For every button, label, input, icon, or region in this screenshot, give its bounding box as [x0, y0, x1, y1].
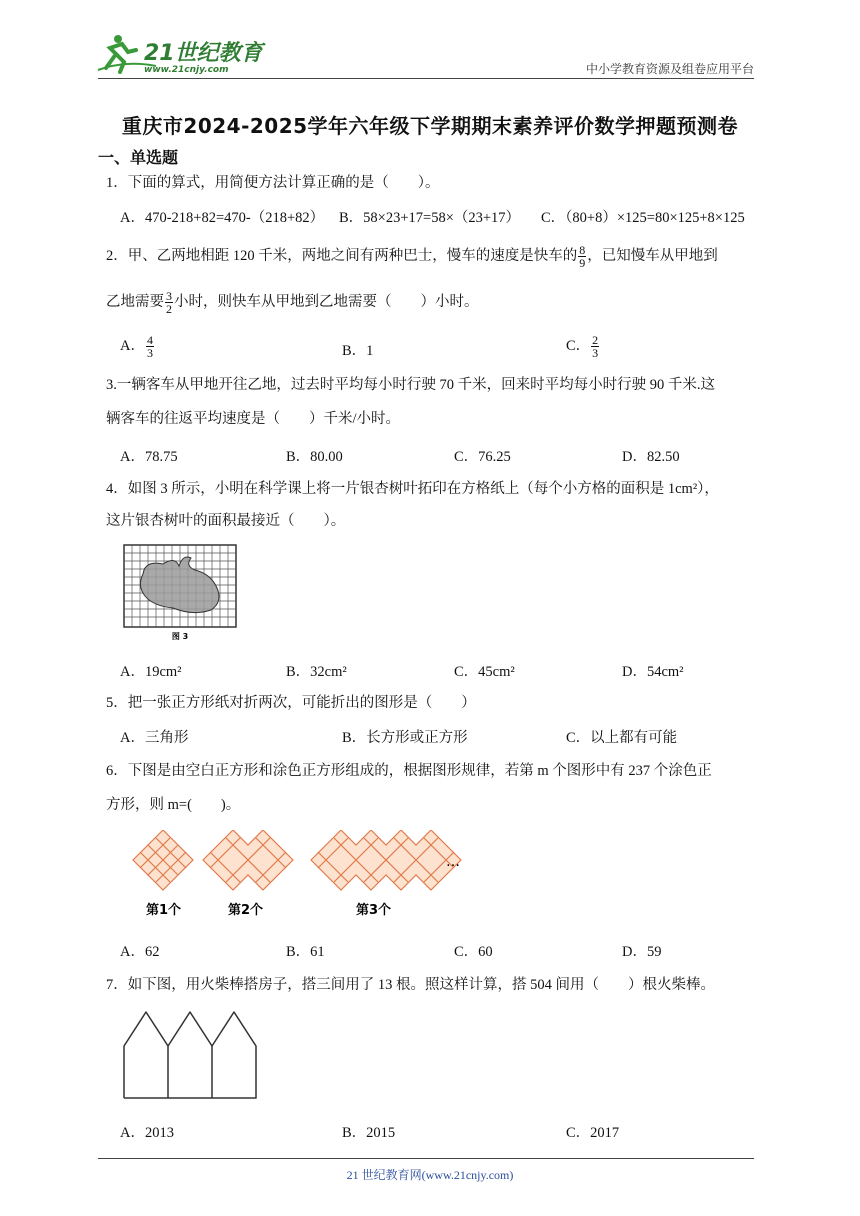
frac-numerator: 3	[166, 289, 172, 303]
q4-option-a: A．19cm²	[120, 664, 182, 680]
q2-text-d: 小时，则快车从甲地到乙地需要（ ）小时。	[174, 293, 479, 310]
q3-option-d: D．82.50	[622, 449, 680, 465]
question-2-line-2	[106, 290, 479, 315]
question-6-line-1: 6．下图是由空白正方形和涂色正方形组成的，根据图形规律，若第 m 个图形中有 237 个涂色正	[106, 763, 712, 779]
question-5-stem: 5．把一张正方形纸对折两次，可能折出的图形是（ ）	[106, 695, 476, 711]
q1-option-a: A．470-218+82=470-（218+82）	[120, 210, 325, 226]
question-6-line-2: 方形，则 m=( )。	[106, 797, 241, 813]
q3-option-c: C．76.25	[454, 449, 511, 465]
q2-option-b: B．1	[342, 343, 374, 359]
frac-numerator: 4	[146, 333, 153, 348]
frac-numerator: 8	[579, 243, 586, 257]
frac-numerator: 2	[592, 333, 599, 348]
runner-logo-icon	[96, 30, 266, 76]
pattern-label-2: 第2个	[228, 903, 264, 918]
question-3-line-1: 3.一辆客车从甲地开往乙地，过去时平均每小时行驶 70 千米，回来时平均每小时行驶 90 千米.这	[106, 377, 715, 393]
q4-option-d: D．54cm²	[622, 664, 684, 680]
q5-option-b: B．长方形或正方形	[342, 730, 468, 746]
frac-denominator: 2	[166, 302, 172, 316]
q2-text-a: 2．甲、乙两地相距 120 千米，两地之间有两种巴士，慢车的速度是快车的	[106, 247, 578, 264]
logo-url: www.21cnjy.com	[144, 65, 229, 75]
page-title: 重庆市2024-2025学年六年级下学期期末素养评价数学押题预测卷	[121, 114, 739, 138]
footer-divider	[98, 1158, 754, 1159]
ginkgo-leaf-grid-figure	[123, 544, 237, 642]
question-4-line-2: 这片银杏树叶的面积最接近（ ）。	[106, 513, 346, 529]
q7-option-b: B．2015	[342, 1125, 396, 1141]
q1-option-c: C．（80+8）×125=80×125+8×125	[541, 210, 745, 226]
q2-fraction-8-9	[578, 244, 586, 269]
header-platform-text: 中小学教育资源及组卷应用平台	[585, 62, 754, 76]
pattern-label-1: 第1个	[146, 903, 182, 918]
option-label: A．	[120, 338, 145, 354]
figure-3-caption: 图 3	[171, 632, 189, 641]
q7-option-a: A．2013	[120, 1125, 174, 1141]
header-divider	[98, 78, 754, 79]
q2-fraction-3-2	[165, 290, 173, 315]
question-1-stem: 1．下面的算式，用简便方法计算正确的是（ ）。	[106, 175, 440, 191]
option-label: C．	[566, 338, 591, 354]
q5-option-c: C．以上都有可能	[566, 730, 678, 746]
question-3-line-2: 辆客车的往返平均速度是（ ）千米/小时。	[106, 411, 401, 427]
q2-option-a-fraction	[146, 334, 154, 359]
q6-option-a: A．62	[120, 944, 160, 960]
q6-option-c: C．60	[454, 944, 493, 960]
q2-option-c	[566, 334, 600, 359]
q3-option-b: B．80.00	[286, 449, 343, 465]
question-4-line-1: 4．如图 3 所示，小明在科学课上将一片银杏树叶拓印在方格纸上（每个小方格的面积是 1cm²），	[106, 481, 719, 497]
logo-text: 21世纪教育	[144, 41, 263, 66]
q2-option-a	[120, 334, 155, 359]
site-logo	[96, 30, 266, 76]
q7-option-c: C．2017	[566, 1125, 620, 1141]
q5-option-a: A．三角形	[120, 730, 189, 746]
square-pattern-figure	[128, 830, 478, 922]
frac-denominator: 3	[592, 346, 599, 361]
q4-option-c: C．45cm²	[454, 664, 515, 680]
q2-text-b: ，已知慢车从甲地到	[587, 247, 718, 264]
matchstick-houses-figure	[120, 1006, 260, 1100]
section-heading: 一、单选题	[98, 148, 179, 167]
q3-option-a: A．78.75	[120, 449, 178, 465]
frac-denominator: 3	[146, 346, 153, 361]
footer-site-link[interactable]: 21 世纪教育网(www.21cnjy.com)	[346, 1168, 514, 1182]
q6-option-b: B．61	[286, 944, 325, 960]
pattern-ellipsis: …	[446, 854, 460, 870]
q4-option-b: B．32cm²	[286, 664, 347, 680]
pattern-label-3: 第3个	[356, 903, 392, 918]
q6-option-d: D．59	[622, 944, 662, 960]
question-7-stem: 7．如下图，用火柴棒搭房子，搭三间用了 13 根。照这样计算，搭 504 间用（ ）根火柴棒。	[106, 977, 715, 993]
frac-denominator: 9	[579, 256, 586, 270]
question-2-line-1	[106, 244, 718, 269]
q2-option-c-fraction	[591, 334, 599, 359]
q2-text-c: 乙地需要	[106, 293, 164, 310]
q1-option-b: B．58×23+17=58×（23+17）	[339, 210, 521, 226]
